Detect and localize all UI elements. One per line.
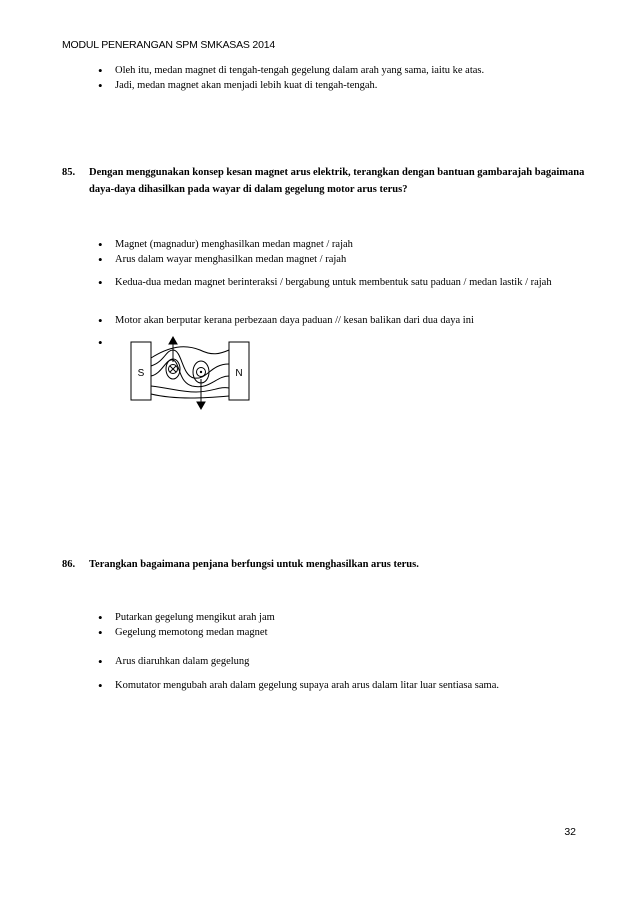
q85-bullets-c	[98, 313, 474, 328]
list-item: • Arus dalam wayar menghasilkan medan magnet / rajah	[98, 252, 353, 267]
question-text: Dengan menggunakan konsep kesan magnet arus elektrik, terangkan dengan bantuan gambarajah bagaimana daya-daya dihasilkan pada wayar di dalam gegelung motor arus terus?	[89, 167, 585, 195]
question-number: 85.	[62, 167, 76, 178]
wire-into-page-symbol	[169, 365, 178, 374]
q85-bullets-a	[98, 237, 353, 267]
q86-bullets-b	[98, 654, 249, 669]
list-item: • Kedua-dua medan magnet berinteraksi / bergabung untuk membentuk satu paduan / medan lastik / rajah	[98, 275, 558, 290]
list-item: • Jadi, medan magnet akan menjadi lebih kuat di tengah-tengah.	[98, 78, 484, 93]
question-number: 86.	[62, 559, 76, 570]
list-item: • Gegelung memotong medan magnet	[98, 625, 275, 640]
q86-bullets-a	[98, 610, 275, 640]
top-bullet-list	[98, 63, 484, 93]
north-pole-label: N	[235, 368, 243, 379]
list-item: • Motor akan berputar kerana perbezaan daya paduan // kesan balikan dari dua daya ini	[98, 313, 474, 328]
q85-bullets-b	[98, 275, 558, 290]
motor-field-diagram	[130, 336, 250, 417]
page-header: MODUL PENERANGAN SPM SMKASAS 2014	[62, 39, 275, 51]
south-pole-label: S	[137, 368, 145, 379]
bullet-marker: •	[98, 335, 103, 350]
list-item: • Magnet (magnadur) menghasilkan medan magnet / rajah	[98, 237, 353, 252]
list-item: • Putarkan gegelung mengikut arah jam	[98, 610, 275, 625]
field-lines	[151, 347, 229, 398]
page-number: 32	[564, 826, 576, 838]
question-text: Terangkan bagaimana penjana berfungsi untuk menghasilkan arus terus.	[89, 559, 419, 570]
list-item: • Arus diaruhkan dalam gegelung	[98, 654, 249, 669]
list-item: • Komutator mengubah arah dalam gegelung supaya arah arus dalam litar luar sentiasa sama.	[98, 678, 499, 693]
q86-bullets-c	[98, 678, 499, 693]
wire-out-of-page-symbol	[197, 368, 206, 377]
list-item: • Oleh itu, medan magnet di tengah-tengah gegelung dalam arah yang sama, iaitu ke atas.	[98, 63, 484, 78]
